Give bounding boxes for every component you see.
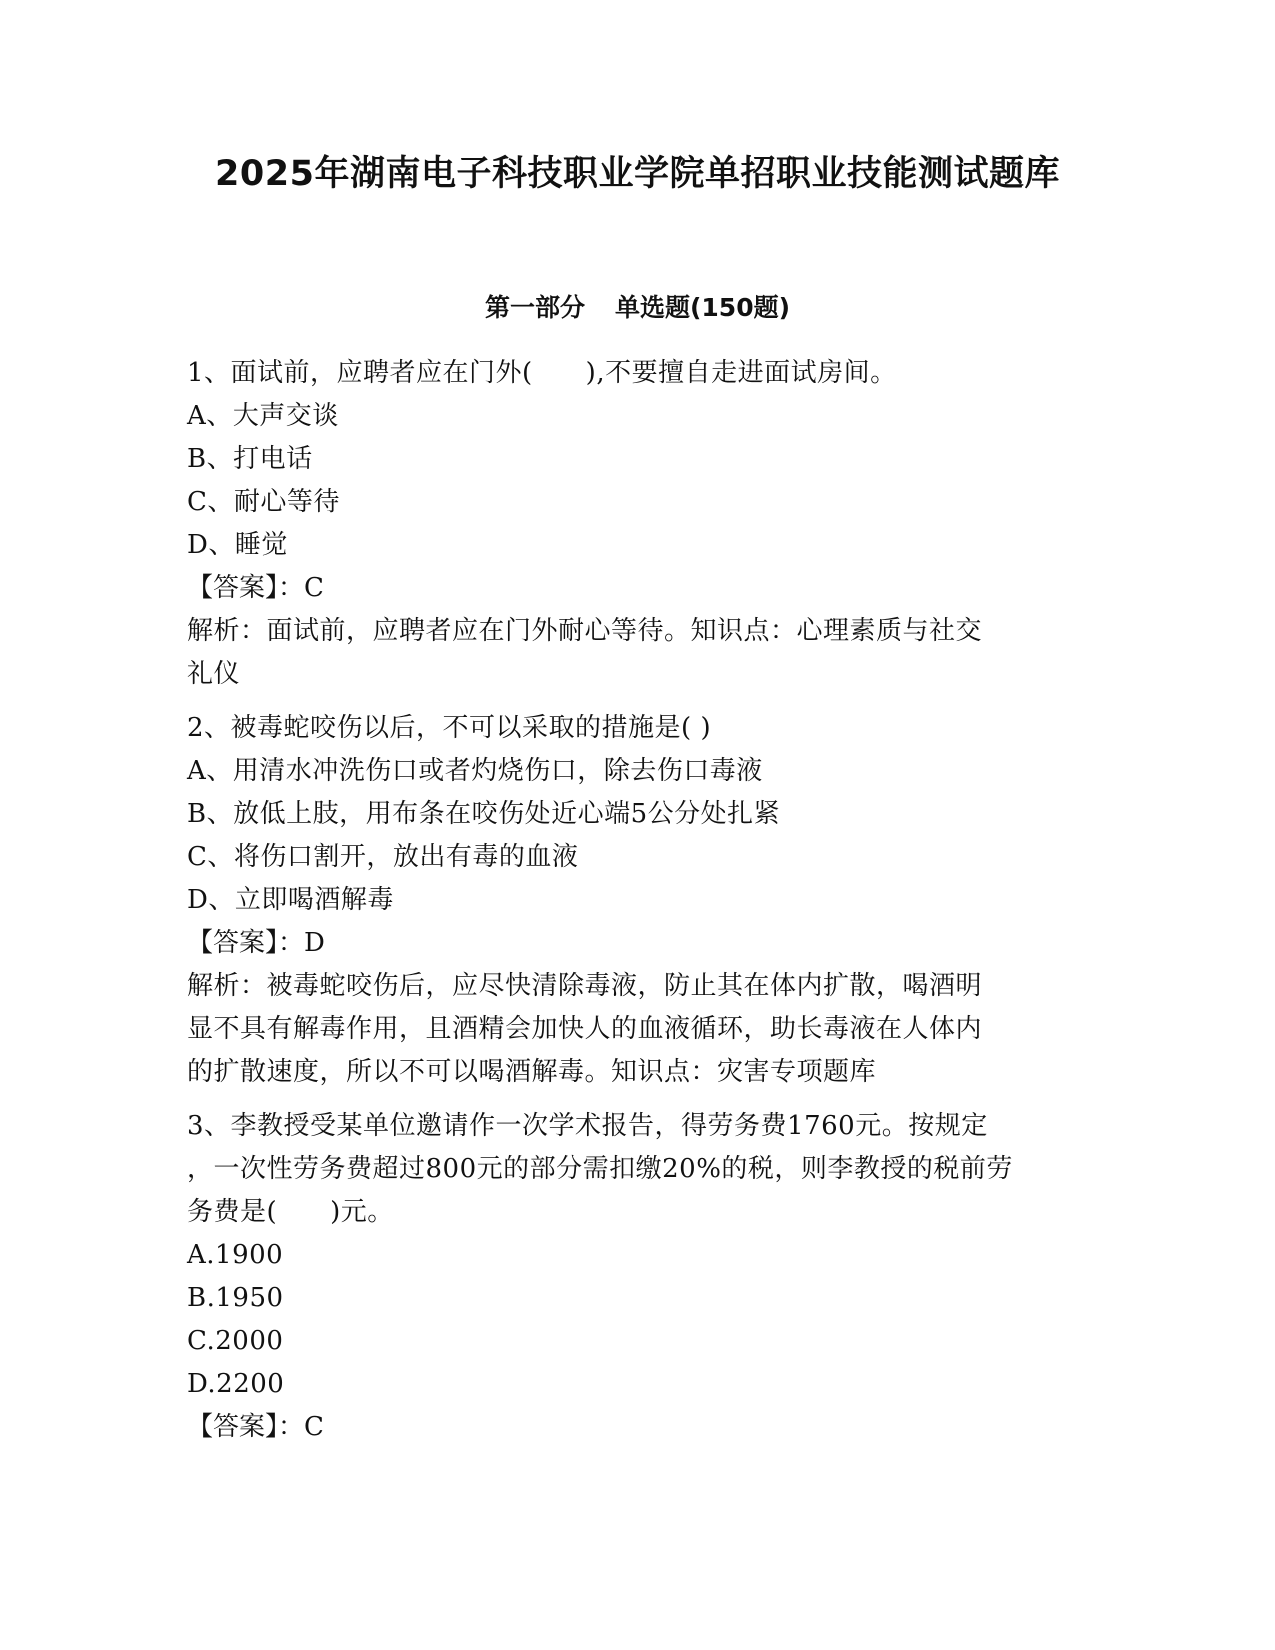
question-list	[187, 352, 1087, 1460]
answer-line	[187, 922, 1087, 965]
option-c: C.2000	[187, 1326, 284, 1356]
question-stem-line: 3、李教授受某单位邀请作一次学术报告，得劳务费1760元。按规定	[187, 1111, 988, 1141]
analysis-line: 解析：面试前，应聘者应在门外耐心等待。知识点：心理素质与社交	[187, 616, 983, 646]
answer-value: C	[304, 573, 324, 603]
question-2	[187, 707, 1087, 1094]
question-stem-line: ，一次性劳务费超过800元的部分需扣缴20%的税，则李教授的税前劳	[187, 1154, 1013, 1184]
section-part: 第一部分	[484, 293, 585, 322]
option-d: D.2200	[187, 1369, 285, 1399]
answer-label: 【答案】：	[187, 928, 305, 958]
analysis-line: 解析：被毒蛇咬伤后，应尽快清除毒液，防止其在体内扩散，喝酒明	[187, 971, 983, 1001]
analysis-line: 的扩散速度，所以不可以喝酒解毒。知识点：灾害专项题库	[187, 1057, 877, 1087]
option-a: A、大声交谈	[187, 401, 339, 431]
answer-label: 【答案】：	[187, 1412, 305, 1442]
question-stem: 2、被毒蛇咬伤以后，不可以采取的措施是( )	[187, 713, 712, 743]
answer-value: C	[304, 1412, 324, 1442]
section-heading: 单选题(150题)	[614, 293, 791, 322]
option-a: A.1900	[187, 1240, 284, 1270]
answer-line	[187, 567, 1087, 610]
option-a: A、用清水冲洗伤口或者灼烧伤口，除去伤口毒液	[187, 756, 763, 786]
document-title: 2025年湖南电子科技职业学院单招职业技能测试题库	[215, 154, 1060, 194]
option-b: B、打电话	[187, 444, 313, 474]
question-3	[187, 1105, 1087, 1449]
option-d: D、立即喝酒解毒	[187, 885, 394, 915]
analysis-line: 礼仪	[187, 659, 241, 689]
answer-label: 【答案】：	[187, 573, 305, 603]
option-b: B.1950	[187, 1283, 284, 1313]
answer-line	[187, 1406, 1087, 1449]
question-stem: 1、面试前，应聘者应在门外( ),不要擅自走进面试房间。	[187, 358, 897, 388]
option-c: C、将伤口割开，放出有毒的血液	[187, 842, 579, 872]
option-c: C、耐心等待	[187, 487, 340, 517]
analysis-line: 显不具有解毒作用，且酒精会加快人的血液循环，助长毒液在人体内	[187, 1014, 983, 1044]
section-title	[0, 290, 1275, 326]
question-1	[187, 352, 1087, 696]
option-d: D、睡觉	[187, 530, 288, 560]
option-b: B、放低上肢，用布条在咬伤处近心端5公分处扎紧	[187, 799, 781, 829]
answer-value: D	[304, 928, 325, 958]
question-stem-line: 务费是( )元。	[187, 1197, 394, 1227]
